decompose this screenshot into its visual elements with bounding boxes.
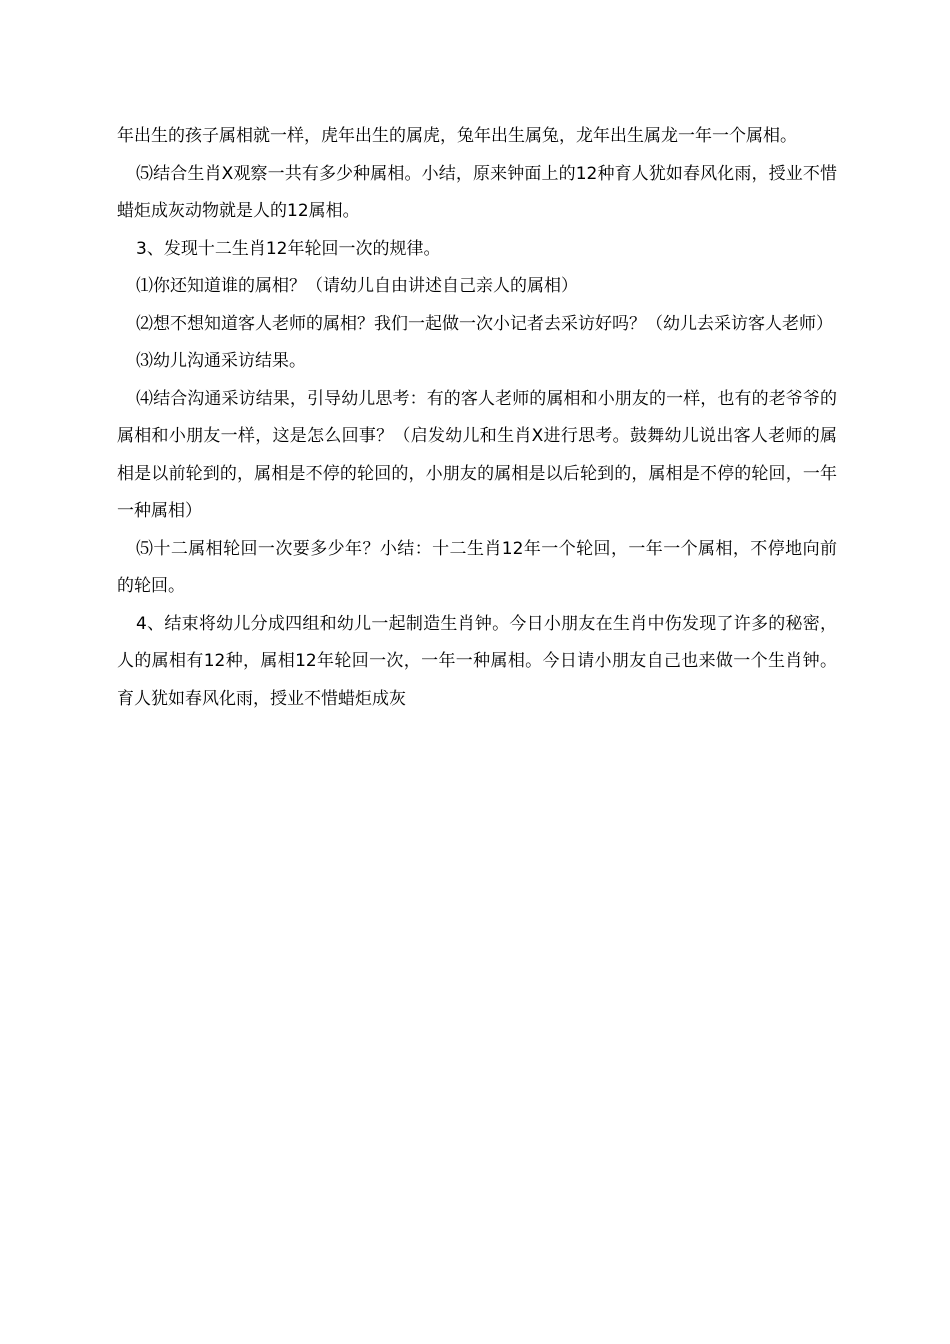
- paragraph-intro: 年出生的孩子属相就一样，虎年出生的属虎，兔年出生属兔，龙年出生属龙一年一个属相。: [117, 126, 797, 146]
- paragraph-section-4: 4、结束将幼儿分成四组和幼儿一起制造生肖钟。今日小朋友在生肖中伤发现了许多的秘密，人的属相有12种，属相12年轮回一次，一年一种属相。今日请小朋友自己也来做一个生肖钟。育人犹如春风化雨，授业不惜蜡炬成灰: [117, 613, 837, 709]
- paragraph-step-3-4: ⑷结合沟通采访结果，引导幼儿思考：有的客人老师的属相和小朋友的一样，也有的老爷爷的属相和小朋友一样，这是怎么回事？（启发幼儿和生肖X进行思考。鼓舞幼儿说出客人老师的属相是以前轮到的，属相是不停的轮回的，小朋友的属相是以后轮到的，属相是不停的轮回，一年一种属相）: [117, 388, 837, 521]
- document-body: [117, 118, 837, 718]
- paragraph-step-3-1: ⑴你还知道谁的属相？（请幼儿自由讲述自己亲人的属相）: [136, 276, 578, 296]
- paragraph-step-3-3: ⑶幼儿沟通采访结果。: [136, 351, 306, 371]
- paragraph-step-3-2: ⑵想不想知道客人老师的属相？我们一起做一次小记者去采访好吗？（幼儿去采访客人老师）: [136, 313, 833, 334]
- paragraph-section-3: 3、发现十二生肖12年轮回一次的规律。: [136, 238, 441, 259]
- paragraph-step-3-5: ⑸十二属相轮回一次要多少年？小结：十二生肖12年一个轮回，一年一个属相，不停地向前的轮回。: [117, 538, 837, 596]
- paragraph-step-2-5: ⑸结合生肖X观察一共有多少种属相。小结，原来钟面上的12种育人犹如春风化雨，授业不惜蜡炬成灰动物就是人的12属相。: [117, 163, 837, 221]
